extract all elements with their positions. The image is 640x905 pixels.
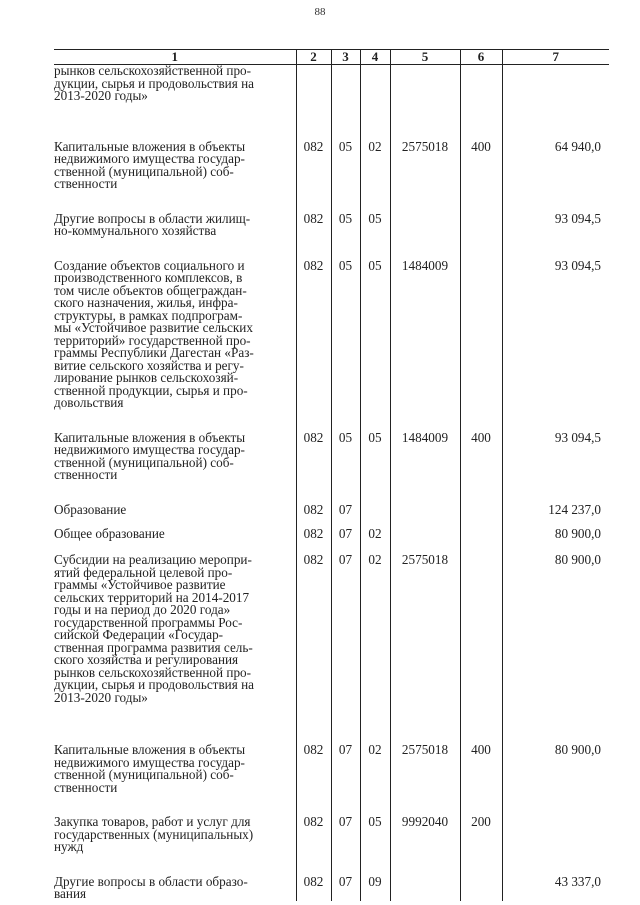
table-row <box>54 191 609 238</box>
row-target-cell <box>390 516 460 542</box>
row-section-cell: 07 <box>331 722 360 794</box>
row-expense-type-cell: 400 <box>460 410 502 482</box>
row-code-cell: 082 <box>296 794 331 854</box>
row-subsection-cell: 05 <box>360 794 390 854</box>
row-target-cell: 1484009 <box>390 238 460 410</box>
row-amount-cell: 80 900,0 <box>502 722 609 794</box>
row-amount-cell <box>502 65 609 113</box>
row-name-cell: Общее образование <box>54 526 165 541</box>
row-name-cell: Субсидии на реализацию меропри- ятий федеральной целевой про- граммы «Устойчивое развитие сельских территорий на 2014-2017 годы и на период до 2020 года» государственной программы Рос- сийской Федерации «Государ- ственная программа развития сель- ского хозяйства и регулирования рынков сельскохозяйственной про- дукции, сырья и продовольствия на 2013-2020 годы» <box>54 552 255 705</box>
row-target-cell: 2575018 <box>390 722 460 794</box>
row-expense-type-cell <box>460 191 502 238</box>
column-header-3: 3 <box>331 50 360 65</box>
row-section-cell: 07 <box>331 482 360 517</box>
column-header-7: 7 <box>502 50 609 65</box>
row-name-cell: рынков сельскохозяйственной про- дукции, сырья и продовольствия на 2013-2020 годы» <box>54 63 255 103</box>
row-section-cell: 07 <box>331 542 360 722</box>
row-name-cell: Капитальные вложения в объекты недвижимого имущества государ- ственной (муниципальной) соб- ственности <box>54 742 246 795</box>
row-code-cell: 082 <box>296 482 331 517</box>
row-code-cell: 082 <box>296 191 331 238</box>
row-code-cell: 082 <box>296 113 331 191</box>
table-row <box>54 482 609 517</box>
row-target-cell <box>390 191 460 238</box>
row-expense-type-cell: 400 <box>460 113 502 191</box>
row-expense-type-cell <box>460 542 502 722</box>
row-target-cell <box>390 854 460 901</box>
row-subsection-cell: 02 <box>360 542 390 722</box>
row-subsection-cell: 02 <box>360 516 390 542</box>
row-target-cell: 1484009 <box>390 410 460 482</box>
row-section-cell <box>331 65 360 113</box>
row-subsection-cell: 05 <box>360 191 390 238</box>
column-header-1: 1 <box>54 50 296 65</box>
row-target-cell: 2575018 <box>390 542 460 722</box>
row-name-cell: Создание объектов социального и производственного комплексов, в том числе объектов общеграждан- ского назначения, жилья, инфра- структуры, в рамках подпрограм- мы «Устойчивое развитие сельских территорий» государственной про- граммы Республики Дагестан «Раз- витие сельского хозяйства и регу- лирование рынков сельскохозяй- ственной продукции, сырья и про- довольствия <box>54 257 254 410</box>
row-amount-cell: 80 900,0 <box>502 516 609 542</box>
page-number: 88 <box>314 6 326 18</box>
row-name-cell: Закупка товаров, работ и услуг для государственных (муниципальных) нужд <box>54 814 254 854</box>
row-amount-cell: 93 094,5 <box>502 191 609 238</box>
row-section-cell: 05 <box>331 191 360 238</box>
row-section-cell: 05 <box>331 410 360 482</box>
row-subsection-cell: 05 <box>360 238 390 410</box>
row-amount-cell: 93 094,5 <box>502 410 609 482</box>
row-amount-cell: 43 337,0 <box>502 854 609 901</box>
row-target-cell <box>390 65 460 113</box>
row-subsection-cell: 02 <box>360 113 390 191</box>
row-name-cell: Образование <box>54 501 127 517</box>
column-header-4: 4 <box>360 50 390 65</box>
row-name-cell: Другие вопросы в области жилищ- но-коммунального хозяйства <box>54 210 251 238</box>
column-header-6: 6 <box>460 50 502 65</box>
row-section-cell: 07 <box>331 794 360 854</box>
row-target-cell <box>390 482 460 517</box>
row-expense-type-cell: 200 <box>460 794 502 854</box>
row-section-cell: 07 <box>331 516 360 542</box>
row-amount-cell: 64 940,0 <box>502 113 609 191</box>
row-subsection-cell <box>360 65 390 113</box>
table-row <box>54 794 609 854</box>
row-expense-type-cell <box>460 238 502 410</box>
table-row <box>54 238 609 410</box>
row-code-cell: 082 <box>296 516 331 542</box>
row-code-cell <box>296 65 331 113</box>
table-row <box>54 722 609 794</box>
table-row <box>54 113 609 191</box>
row-name-cell: Капитальные вложения в объекты недвижимого имущества государ- ственной (муниципальной) соб- ственности <box>54 429 246 482</box>
row-code-cell: 082 <box>296 238 331 410</box>
row-code-cell: 082 <box>296 854 331 901</box>
row-name-cell: Капитальные вложения в объекты недвижимого имущества государ- ственной (муниципальной) соб- ственности <box>54 138 246 191</box>
table-body <box>54 65 609 901</box>
row-code-cell: 082 <box>296 542 331 722</box>
row-expense-type-cell <box>460 854 502 901</box>
row-name-cell: Другие вопросы в области образо- вания <box>54 873 248 901</box>
row-expense-type-cell <box>460 516 502 542</box>
row-section-cell: 05 <box>331 238 360 410</box>
row-subsection-cell: 02 <box>360 722 390 794</box>
row-section-cell: 07 <box>331 854 360 901</box>
row-code-cell: 082 <box>296 410 331 482</box>
row-subsection-cell: 05 <box>360 410 390 482</box>
row-target-cell: 9992040 <box>390 794 460 854</box>
row-expense-type-cell: 400 <box>460 722 502 794</box>
row-expense-type-cell <box>460 482 502 517</box>
row-amount-cell: 93 094,5 <box>502 238 609 410</box>
row-target-cell: 2575018 <box>390 113 460 191</box>
table-row <box>54 410 609 482</box>
table-row <box>54 854 609 901</box>
row-code-cell: 082 <box>296 722 331 794</box>
row-section-cell: 05 <box>331 113 360 191</box>
row-amount-cell: 80 900,0 <box>502 542 609 722</box>
row-subsection-cell: 09 <box>360 854 390 901</box>
budget-table <box>54 49 609 901</box>
row-subsection-cell <box>360 482 390 517</box>
column-header-5: 5 <box>390 50 460 65</box>
row-amount-cell: 124 237,0 <box>502 482 609 517</box>
row-expense-type-cell <box>460 65 502 113</box>
row-amount-cell <box>502 794 609 854</box>
table-row <box>54 516 609 542</box>
table-row <box>54 542 609 722</box>
table-row <box>54 65 609 113</box>
column-header-2: 2 <box>296 50 331 65</box>
